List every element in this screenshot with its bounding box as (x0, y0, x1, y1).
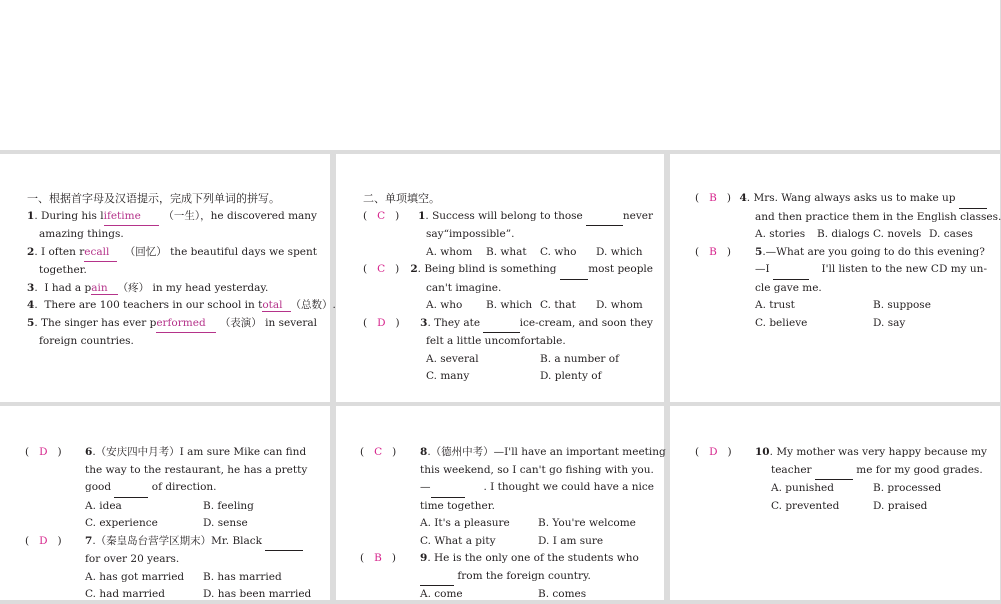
blank-line (114, 479, 148, 498)
blank-line (420, 568, 454, 587)
answer-fill: ecall (84, 244, 117, 263)
answer-letter: D (39, 446, 48, 458)
options-q10-cd: C. prevented D. praised (771, 499, 928, 512)
options-q3-cd: C. many D. plenty of (426, 370, 602, 382)
answer-letter: B (374, 552, 382, 564)
answer-letter: B (709, 192, 717, 204)
answer-letter: C (377, 209, 386, 222)
options-q6-ab: A. idea B. feeling (85, 499, 254, 512)
options-q7-ab: A. has got married B. has married (85, 570, 282, 583)
answer-fill: otal (262, 299, 290, 312)
options-q7-cd: C. had married D. has been married (85, 588, 312, 600)
answer-letter: B (709, 245, 717, 258)
panel-spelling: 一、根据首字母及汉语提示，完成下列单词的拼写。 1 . During his l ifetime （一生），he discovered many amazing things. 2 . I often r ecall （回忆） the beautiful days we spent together. 3. I had a pain （疼） in my head yesterday. 4. There are 100 teachers in our school in total （总数）. 5 . The singer has ever p erformed （表演） in several foreign countries. (0, 154, 330, 402)
blank-line (483, 315, 519, 334)
blank-top-area (0, 0, 1000, 150)
panel-choice-2: ( B ) 4 . Mrs. Wang always asks us to make up and then practice them in the English classes. A. stories B. dialogs C. novels D. cases ( B ) 5.—What are you going to do this evening? —I I'll listen to the new CD my un- cle gave me. A. trust B. suppose C. believe D. say (670, 154, 1000, 402)
spelling-q5: 5 . The singer has ever p erformed （表演） in several (27, 315, 317, 334)
choice-q3: ( D ) 3 . They ate ice-cream, and soon they (363, 315, 653, 334)
spelling-q1: 1 . During his l ifetime （一生），he discovered many (27, 208, 317, 227)
choice-q4: ( B ) 4 . Mrs. Wang always asks us to make up (695, 190, 987, 209)
options-q2: A. who B. which C. that D. whom (426, 299, 643, 311)
blank-line (560, 261, 588, 280)
spelling-q3: 3. I had a pain （疼） in my head yesterday. (27, 281, 269, 294)
options-q5-cd: C. believe D. say (755, 316, 906, 329)
options-q4: A. stories B. dialogs C. novels D. cases (755, 228, 973, 240)
blank-line (265, 533, 303, 552)
blank-line (815, 462, 853, 481)
blank-line (959, 190, 987, 209)
panel-choice-1: 二、单项填空。 ( C ) 1 . Success will belong to those never say“impossible”. A. whom B. what C. who D. which ( C ) 2 . Being blind is something most people can't imagine. A. who B. which C. that D. whom ( D ) 3 . They ate ice-cream, and soon they felt a little uncomfortable. A. several B. a number of C. many D. plenty of (336, 154, 664, 402)
choice-q9-line2: from the foreign country. (360, 568, 654, 587)
choice-q10: ( D ) 10. My mother was very happy because my (695, 446, 987, 458)
choice-q6-line3: good of direction. (25, 479, 317, 498)
panel-choice-4: ( C ) 8.（德州中考）—I'll have an important meeting this weekend, so I can't go fishing with you. — . I thought we could have a nice time together. A. It's a pleasure B. You're welcome C. What a pity D. I am sure ( B ) 9. He is the only one of the students who from the foreign country. A. come B. comes (336, 406, 664, 600)
choice-q1: ( C ) 1 . Success will belong to those never (363, 208, 653, 227)
choice-q8: ( C ) 8.（德州中考）—I'll have an important meeting (360, 446, 666, 458)
answer-fill: ifetime (104, 208, 159, 227)
blank-line (586, 208, 623, 227)
choice-q7: ( D ) 7.（秦皇岛台营学区期末）Mr. Black (25, 533, 317, 552)
blank-line (431, 479, 465, 498)
choice-q6: ( D ) 6.（安庆四中月考）I am sure Mike can find (25, 446, 307, 458)
options-q8-cd: C. What a pity D. I am sure (420, 534, 604, 547)
answer-fill: ain (91, 282, 117, 295)
spelling-q2: 2 . I often r ecall （回忆） the beautiful days we spent (27, 244, 317, 263)
panel-choice-3: ( D ) 6.（安庆四中月考）I am sure Mike can find the way to the restaurant, he has a pretty good of direction. A. idea B. feeling C. experience D. sense ( D ) 7.（秦皇岛台营学区期末）Mr. Black for over 20 years. A. has got married B. has married C. had married D. has been married (0, 406, 330, 600)
options-q6-cd: C. experience D. sense (85, 517, 248, 529)
blank-line (773, 261, 809, 280)
choice-q5: ( B ) 5.—What are you going to do this evening? (695, 245, 985, 258)
answer-letter: C (377, 263, 386, 275)
spelling-q4: 4. There are 100 teachers in our school in total （总数）. (27, 299, 336, 311)
answer-letter: D (709, 446, 718, 458)
choice-q2: ( C ) 2 . Being blind is something most people (363, 261, 653, 280)
panel-choice-5 (670, 406, 1000, 600)
answer-letter: C (374, 446, 383, 458)
options-q9: A. come B. comes (420, 588, 587, 600)
options-q1: A. whom B. what C. who D. which (426, 245, 643, 258)
section-heading-1: 一、根据首字母及汉语提示，完成下列单词的拼写。 (27, 192, 280, 205)
answer-fill: erformed (156, 315, 215, 334)
options-q3-ab: A. several B. a number of (426, 352, 619, 365)
options-q5-ab: A. trust B. suppose (755, 299, 931, 311)
choice-q9: ( B ) 9. He is the only one of the students who (360, 552, 639, 564)
choice-q10-line2: teacher me for my good grades. (695, 462, 987, 481)
answer-letter: D (39, 534, 48, 547)
choice-q5-line2: —I I'll listen to the new CD my un- (695, 261, 987, 280)
options-q8-ab: A. It's a pleasure B. You're welcome (420, 517, 636, 529)
answer-letter: D (377, 316, 386, 329)
choice-q8-line3: — . I thought we could have a nice (360, 479, 654, 498)
options-q10-ab: A. punished B. processed (771, 482, 942, 494)
section-heading-2: 二、单项填空。 (363, 192, 440, 205)
